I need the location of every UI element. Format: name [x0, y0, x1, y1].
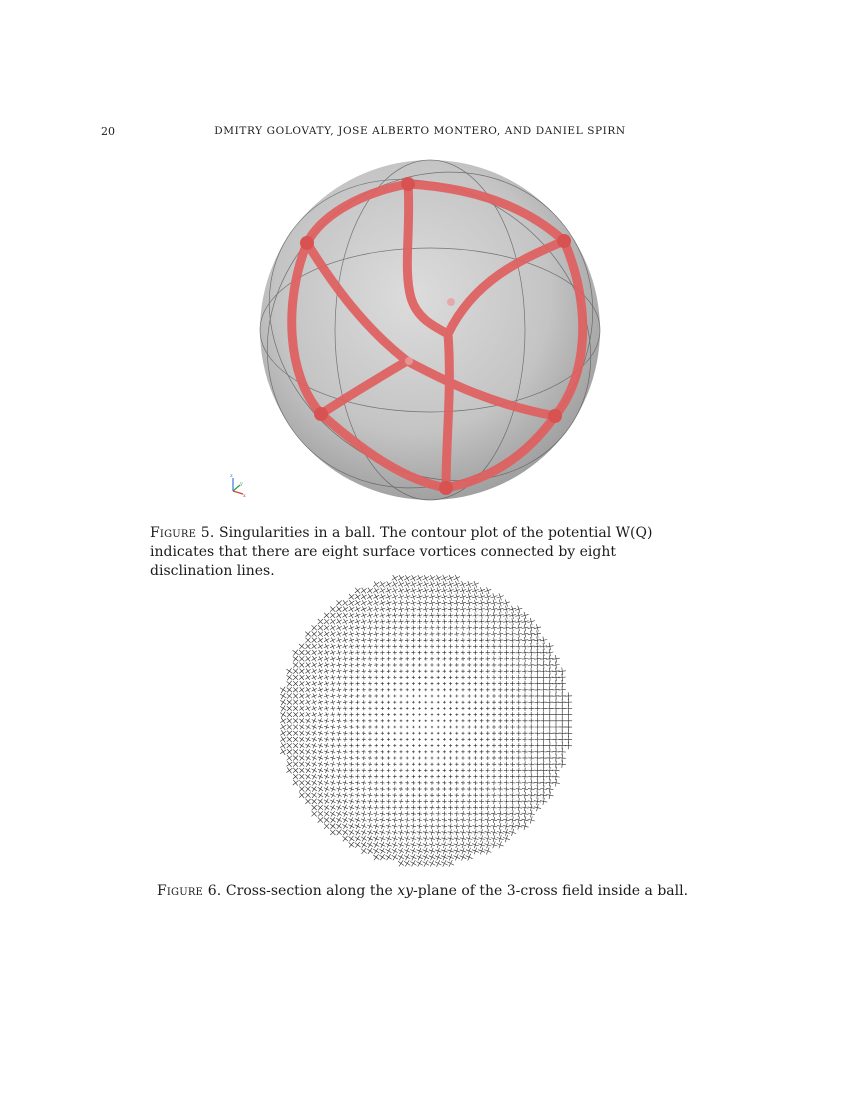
figure-6-caption [150, 883, 695, 899]
page-number: 20 [101, 125, 115, 138]
figure-5-sphere-plot [225, 158, 625, 508]
cross-field-glyphs [280, 575, 572, 867]
figure-6-caption-before: Cross-section along the [225, 883, 398, 899]
cross-glyphs [280, 575, 572, 867]
figure-5-label: Figure 5. [150, 525, 215, 541]
figure-6-caption-math: xy [397, 883, 414, 899]
figure-5-caption-text: Singularities in a ball. The contour plot of the potential W(Q) indicates that there are eight surface vortices connected by eight disclination lines. [150, 525, 653, 579]
figure-6-cross-field [265, 572, 585, 868]
figure-6-label: Figure 6. [156, 883, 222, 899]
running-head: DMITRY GOLOVATY, JOSE ALBERTO MONTERO, AND DANIEL SPIRN [214, 125, 626, 137]
sphere-body [260, 160, 600, 500]
axis-label-x: x [243, 493, 246, 499]
axis-label-z: z [230, 473, 233, 479]
figure-6-caption-after: -plane of the 3-cross field inside a ball. [413, 883, 689, 899]
axis-label-y: y [240, 481, 243, 487]
axis-triad-icon [230, 473, 246, 499]
